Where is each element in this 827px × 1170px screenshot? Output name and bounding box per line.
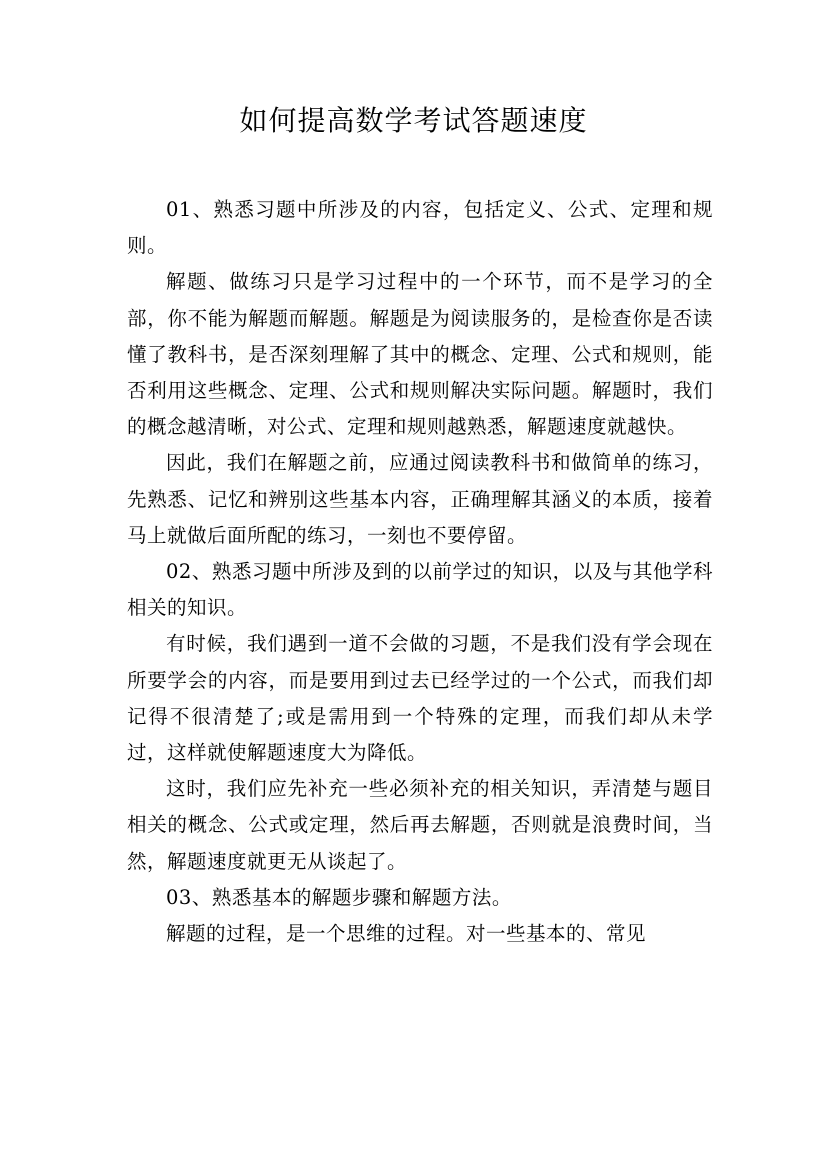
- paragraph-4: 02、熟悉习题中所涉及到的以前学过的知识，以及与其他学科相关的知识。: [127, 560, 713, 620]
- paragraph-7: 03、熟悉基本的解题步骤和解题方法。: [166, 885, 512, 909]
- paragraph-1: 01、熟悉习题中所涉及的内容，包括定义、公式、定理和规则。: [127, 198, 713, 258]
- paragraph-5: 有时候，我们遇到一道不会做的习题，不是我们没有学会现在所要学会的内容，而是要用到过去已经学过的一个公式，而我们却记得不很清楚了;或是需用到一个特殊的定理，而我们却从未学过，这样就使解题速度大为降低。: [127, 632, 713, 765]
- document-body: [127, 192, 713, 952]
- paragraph-2: 解题、做练习只是学习过程中的一个环节，而不是学习的全部，你不能为解题而解题。解题是为阅读服务的，是检查你是否读懂了教科书，是否深刻理解了其中的概念、定理、公式和规则，能否利用这些概念、定理、公式和规则解决实际问题。解题时，我们的概念越清晰，对公式、定理和规则越熟悉，解题速度就越快。: [127, 270, 713, 439]
- paragraph-3: 因此，我们在解题之前，应通过阅读教科书和做简单的练习，先熟悉、记忆和辨别这些基本内容，正确理解其涵义的本质，接着马上就做后面所配的练习，一刻也不要停留。: [127, 451, 713, 547]
- document-title: 如何提高数学考试答题速度: [239, 104, 588, 137]
- paragraph-8: 解题的过程，是一个思维的过程。对一些基本的、常见: [166, 922, 647, 946]
- paragraph-6: 这时，我们应先补充一些必须补充的相关知识，弄清楚与题目相关的概念、公式或定理，然后再去解题，否则就是浪费时间，当然，解题速度就更无从谈起了。: [127, 777, 713, 873]
